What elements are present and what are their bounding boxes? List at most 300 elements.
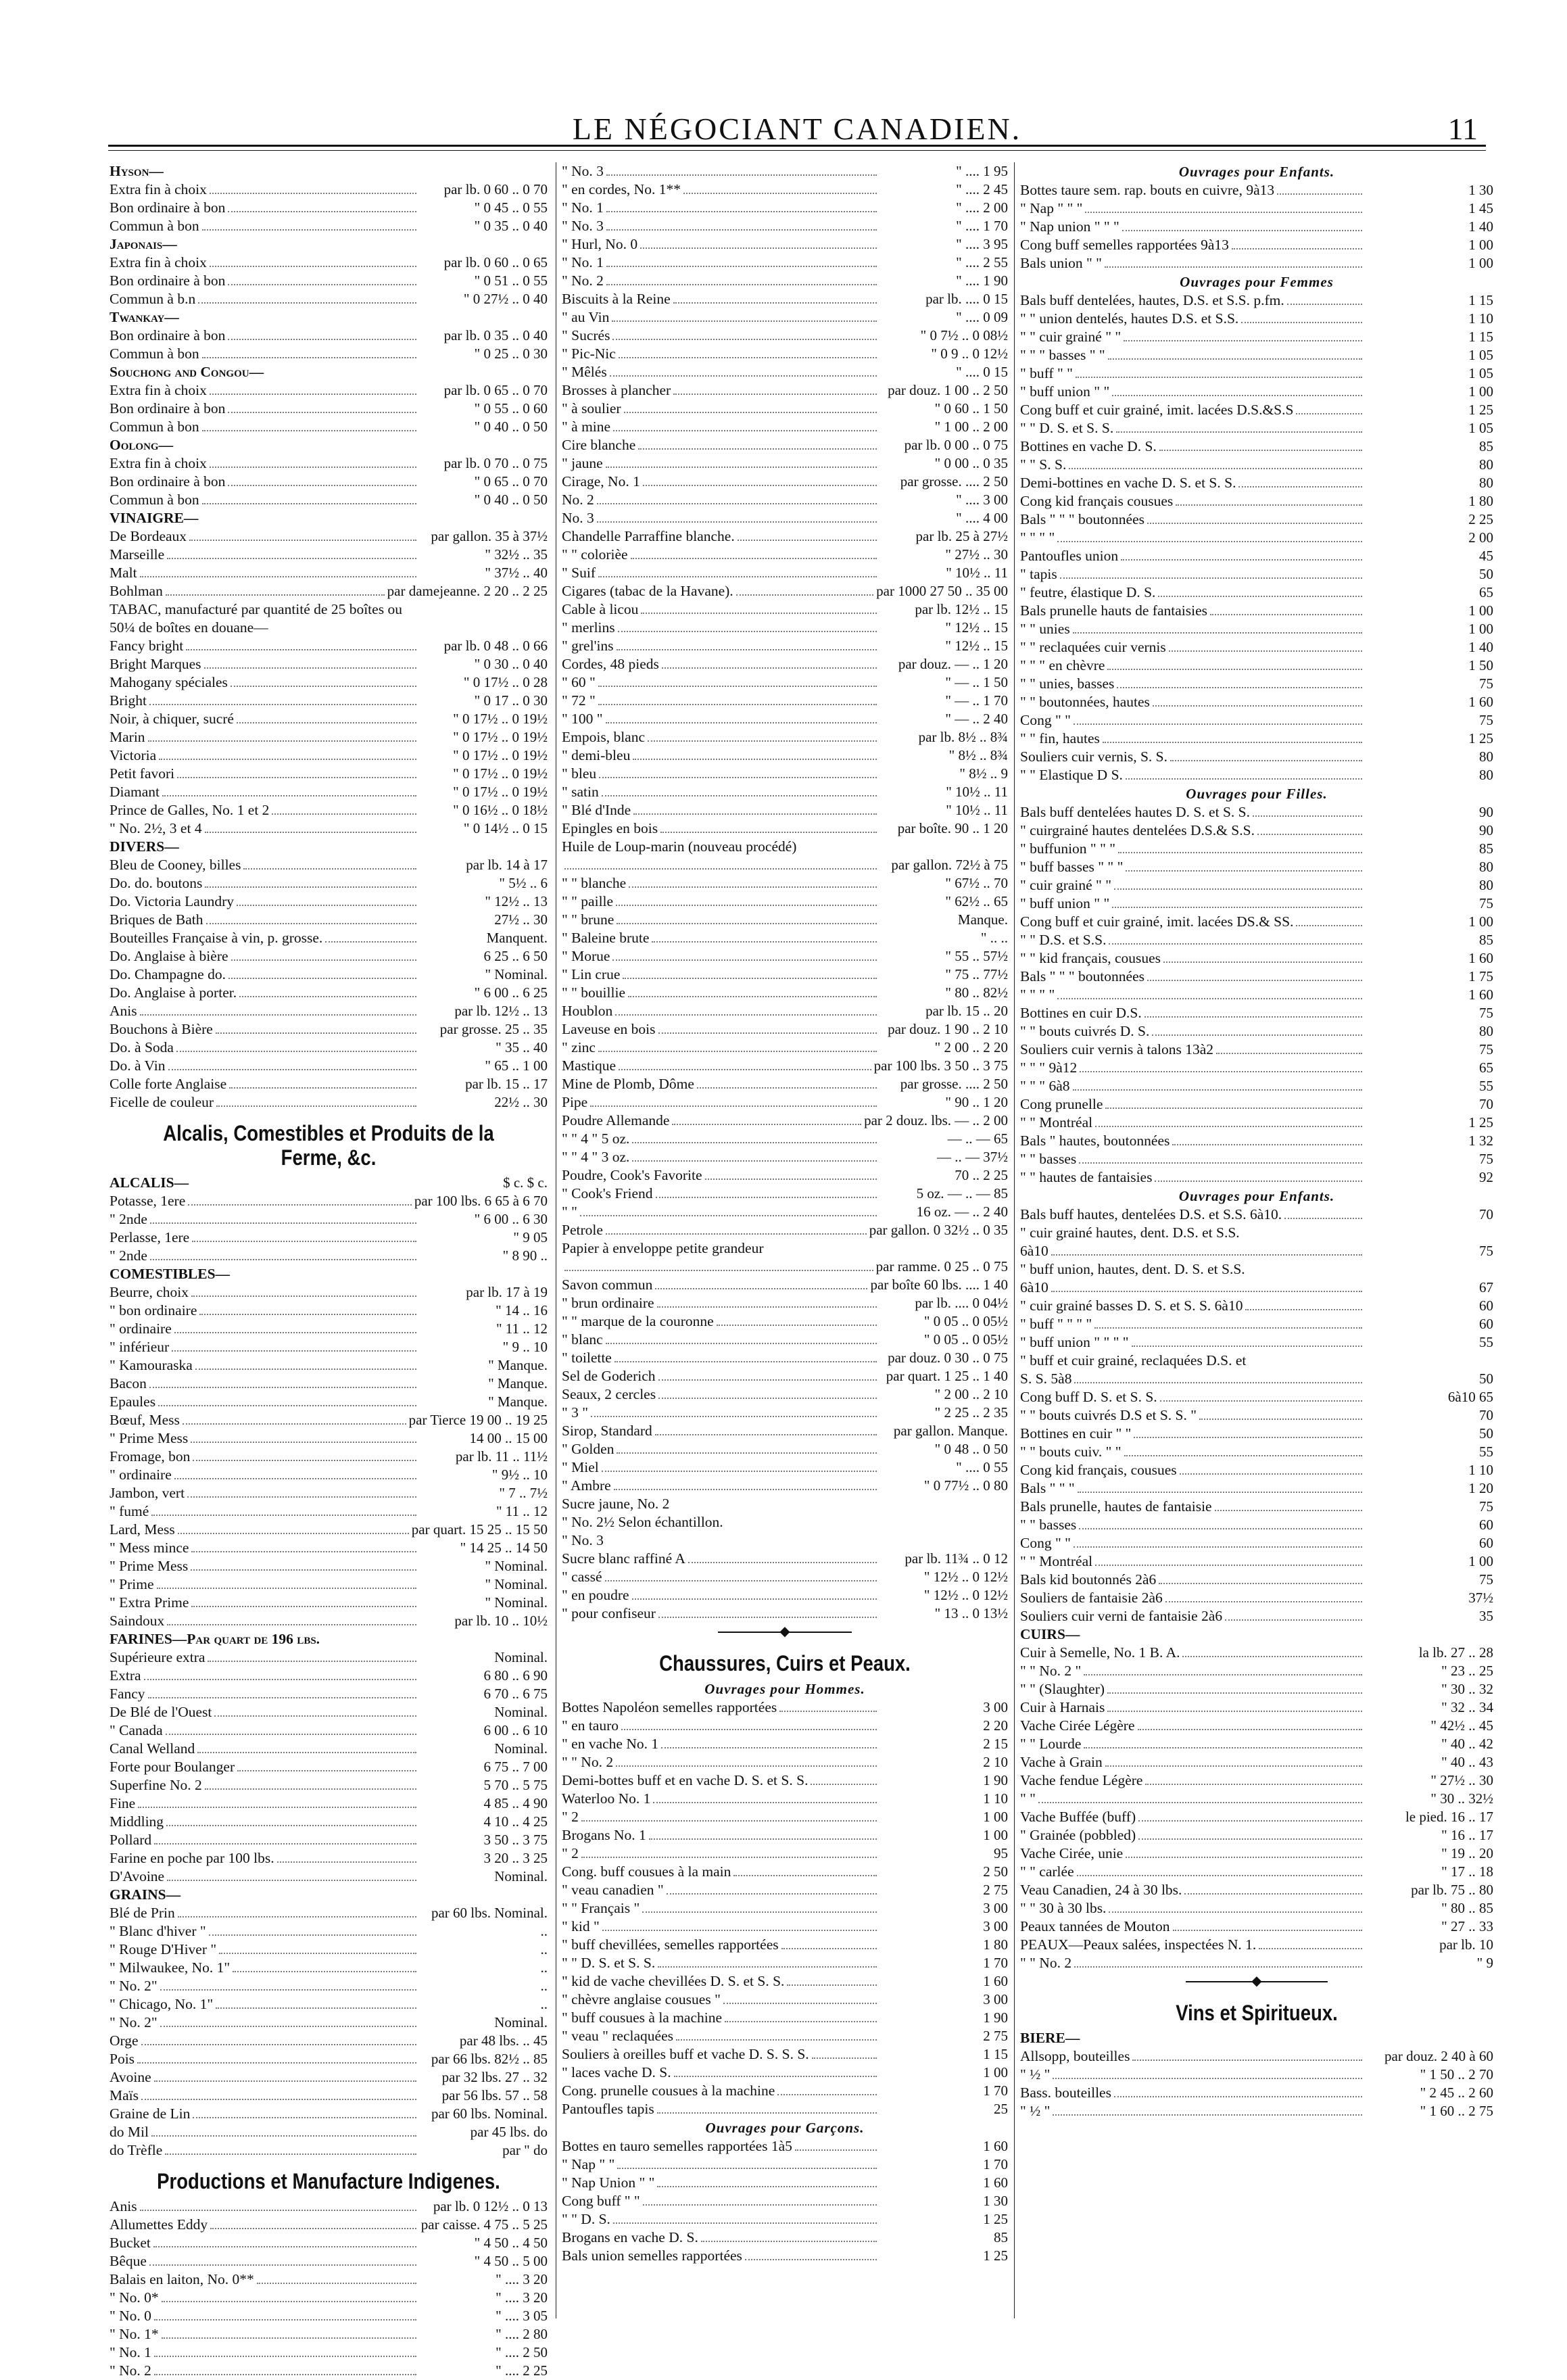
leader-dots [1107, 1680, 1362, 1694]
item-price: " Nominal. [485, 966, 548, 982]
leader-dots [191, 1429, 416, 1443]
item-price: " 0 77½ .. 0 80 [923, 1477, 1008, 1494]
price-row [110, 1039, 548, 1057]
item-label: " No. 2½, 3 et 4 [110, 820, 202, 836]
price-row [562, 235, 1008, 254]
item-price: 27½ .. 30 [494, 911, 548, 928]
item-label: Empois, blanc [562, 729, 646, 745]
item-price: " .... 2 80 [496, 2326, 548, 2342]
leader-dots [617, 637, 877, 650]
item-label: Superfine No. 2 [110, 1777, 202, 1793]
item-price: la lb. 27 .. 28 [1418, 1644, 1493, 1661]
price-row [562, 1331, 1008, 1349]
price-row [562, 363, 1008, 381]
leader-dots [322, 1632, 416, 1644]
item-price: par 100 lbs. 6 65 à 6 70 [414, 1193, 548, 1209]
leader-dots [597, 491, 877, 504]
price-row [110, 2325, 548, 2343]
item-price: " 10½ .. 11 [946, 565, 1008, 581]
item-price: " 0 35 .. 0 40 [474, 218, 548, 234]
leader-dots [191, 1539, 416, 1552]
price-row [1020, 1077, 1493, 1095]
item-label: " " Lourde [1020, 1736, 1082, 1752]
item-label: Fancy bright [110, 638, 184, 654]
item-price: 1 25 [1468, 730, 1493, 746]
item-price: 2 25 [1468, 511, 1493, 527]
item-price: " 0 27½ .. 0 40 [463, 291, 548, 307]
item-label: " 2nde [110, 1211, 147, 1227]
item-label: Maïs [110, 2087, 139, 2103]
item-label: Commun à bon [110, 218, 199, 234]
price-row [1020, 1370, 1493, 1388]
item-label: Cuir à Semelle, No. 1 B. A. [1020, 1644, 1180, 1661]
item-label: Houblon [562, 1003, 613, 1019]
item-label: Poudre Allemande [562, 1112, 670, 1128]
item-price: 80 [1479, 877, 1493, 893]
price-row [110, 655, 548, 673]
page-title: LE NÉGOCIANT CANADIEN. [572, 112, 1022, 146]
item-price: par quart. 15 25 .. 15 50 [411, 1521, 548, 1538]
leader-dots [1253, 803, 1362, 817]
item-label: " Grainée (pobbled) [1020, 1827, 1136, 1843]
item-price: 6à10 65 [1447, 1389, 1493, 1405]
price-row [562, 2192, 1008, 2210]
item-label: " No. 2 [562, 272, 604, 289]
leader-dots [1074, 1534, 1362, 1548]
item-price: par 45 lbs. do [470, 2124, 548, 2140]
category-row [110, 1886, 548, 1904]
price-row [562, 162, 1008, 181]
leader-dots [216, 1020, 416, 1034]
item-label: " tapis [1020, 566, 1057, 582]
leader-dots [658, 1020, 877, 1034]
item-label: " " [1020, 1790, 1036, 1807]
leader-dots [641, 600, 877, 614]
leader-dots [191, 1594, 416, 1607]
item-price: 1 70 [983, 2082, 1008, 2099]
item-price: 1 60 [983, 2138, 1008, 2154]
subsection-heading: Ouvrages pour Femmes [1180, 274, 1334, 290]
section-heading: Alcalis, Comestibles et Produits de la Ferme, &c. [163, 1121, 494, 1170]
price-row [110, 1539, 548, 1557]
price-row [1020, 1826, 1493, 1844]
item-label: " No. 2½ Selon échantillon. [562, 1514, 723, 1530]
item-label: Saindoux [110, 1613, 165, 1629]
leader-dots [733, 1863, 877, 1876]
item-price: 3 50 .. 3 75 [483, 1832, 548, 1848]
item-label: Cong buff et cuir grainé, imit. lacées D.S.&S.S [1020, 402, 1294, 418]
leader-dots [153, 2234, 416, 2247]
item-label: Petit favori [110, 765, 175, 782]
leader-dots [140, 2197, 416, 2211]
item-label: Souliers de fantaisie 2à6 [1020, 1590, 1163, 1606]
item-price: 1 00 [983, 1809, 1008, 1825]
price-row [110, 819, 548, 838]
price-row [562, 1954, 1008, 1972]
category-row [110, 235, 548, 254]
price-row [110, 2234, 548, 2252]
leader-dots [272, 801, 416, 815]
leader-dots [228, 473, 416, 486]
item-price: " 9 05 [513, 1229, 548, 1245]
price-row [1020, 1132, 1493, 1150]
item-label: " buff basses " " " [1020, 859, 1124, 875]
leader-dots [602, 1458, 877, 1472]
item-label: Lard, Mess [110, 1521, 175, 1538]
item-label: Cong buff semelles rapportées 9à13 [1020, 237, 1229, 253]
category-row [110, 838, 548, 856]
price-row [562, 2045, 1008, 2064]
item-price: " 12½ .. 0 12½ [923, 1569, 1008, 1585]
item-label: Sel de Goderich [562, 1368, 656, 1384]
price-row [1020, 291, 1493, 310]
item-label: D'Avoine [110, 1868, 165, 1884]
category-row [110, 436, 548, 454]
price-row [562, 1185, 1008, 1203]
item-price: 75 [1479, 895, 1493, 911]
price-row [110, 1758, 548, 1776]
item-price: " 40 .. 42 [1441, 1736, 1493, 1752]
price-row [110, 1466, 548, 1484]
price-row [1020, 1498, 1493, 1516]
leader-dots [1126, 858, 1362, 872]
price-row [110, 673, 548, 692]
price-row [562, 527, 1008, 546]
item-price: " 12½ .. 13 [485, 893, 548, 909]
price-row [562, 2082, 1008, 2100]
item-price: 5 oz. — .. — 85 [916, 1185, 1008, 1201]
price-row [1020, 401, 1493, 419]
price-row [562, 327, 1008, 345]
leader-dots [1085, 199, 1362, 213]
leader-dots [219, 1941, 416, 1954]
item-label: Victoria [110, 747, 157, 763]
leader-dots [1107, 1698, 1362, 1712]
item-price: 25 [994, 2101, 1008, 2117]
item-price: par douz. 1 00 .. 2 50 [888, 382, 1008, 398]
price-row [110, 1502, 548, 1521]
item-label: Extra fin à choix [110, 181, 207, 197]
price-row [1020, 1698, 1493, 1717]
leader-dots [228, 400, 416, 413]
leader-dots [1053, 2102, 1362, 2116]
price-row [110, 710, 548, 728]
item-price: 1 15 [1468, 329, 1493, 345]
price-row [562, 217, 1008, 235]
item-label: " 72 " [562, 692, 596, 709]
price-row [110, 181, 548, 199]
price-row [110, 1247, 548, 1265]
item-label: Chandelle Parraffine blanche. [562, 528, 735, 544]
leader-dots [1038, 1790, 1362, 1803]
item-price: 65 [1479, 1060, 1493, 1076]
price-row [110, 1338, 548, 1356]
leader-dots [166, 164, 416, 176]
item-label: Bon ordinaire à bon [110, 199, 226, 216]
price-row [562, 783, 1008, 801]
price-row [1020, 1406, 1493, 1425]
leader-dots [237, 1758, 416, 1771]
leader-dots [138, 1794, 416, 1808]
item-price: " 0 17½ .. 0 19½ [453, 765, 548, 782]
item-label: " No. 0 [110, 2308, 151, 2324]
price-row [562, 491, 1008, 509]
leader-dots [1114, 2084, 1362, 2097]
price-row [1020, 474, 1493, 492]
price-row [1020, 2102, 1493, 2120]
item-price: " 55 .. 57½ [945, 948, 1008, 964]
item-label: Pois [110, 2051, 135, 2067]
price-row [110, 381, 548, 400]
price-row [562, 1422, 1008, 1440]
item-label: " " " 9à12 [1020, 1060, 1078, 1076]
price-row [1020, 328, 1493, 346]
price-row [1020, 1936, 1493, 1954]
leader-dots [180, 237, 416, 249]
price-row [110, 1867, 548, 1886]
item-price: par 48 lbs. .. 45 [459, 2032, 548, 2049]
leader-dots [209, 1922, 416, 1936]
section-heading: Chaussures, Cuirs et Peaux. [659, 1651, 911, 1675]
item-price: par 100 lbs. 3 50 .. 3 75 [873, 1057, 1008, 1074]
item-label: Cong. buff cousues à la main [562, 1863, 731, 1880]
price-row [110, 418, 548, 436]
item-label: " buffunion " " " [1020, 840, 1116, 857]
leader-dots [193, 1448, 416, 1461]
item-label: Farine en poche par 100 lbs. [110, 1850, 274, 1866]
item-price: par douz. 1 90 .. 2 10 [888, 1021, 1008, 1037]
item-price: " .... 3 20 [496, 2289, 548, 2306]
item-label: S. S. 5à8 [1020, 1371, 1072, 1387]
leader-dots [638, 436, 877, 450]
item-price: " 65 .. 1 00 [485, 1057, 548, 1074]
leader-dots [580, 1203, 877, 1216]
leader-dots [1138, 1808, 1362, 1822]
item-label: Pollard [110, 1832, 152, 1848]
item-price: par lb. 0 60 .. 0 65 [443, 254, 548, 270]
item-label: " Mêlés [562, 364, 607, 380]
item-price: 70 .. 2 25 [955, 1167, 1008, 1183]
price-row [562, 400, 1008, 418]
leader-dots [657, 2174, 877, 2187]
item-price: " 40 .. 43 [1441, 1754, 1493, 1770]
item-price: 1 60 [983, 2174, 1008, 2191]
item-label: " cuirgrainé hautes dentelées D.S.& S.S. [1020, 822, 1255, 838]
item-label: Blé de Prin [110, 1905, 175, 1921]
price-row [562, 1550, 1008, 1568]
item-label: Oolong— [110, 437, 174, 453]
item-price: 1 60 [983, 1973, 1008, 1989]
item-price: 5 70 .. 5 75 [483, 1777, 548, 1793]
price-row [1020, 547, 1493, 565]
leader-dots [1079, 1516, 1362, 1529]
item-label: " " hautes de fantaisies [1020, 1169, 1153, 1185]
item-price: 3 20 .. 3 25 [483, 1850, 548, 1866]
item-label: Sucre blanc raffiné A [562, 1550, 685, 1567]
price-row [562, 929, 1008, 947]
price-row [110, 929, 548, 947]
item-price: " 0 14½ .. 0 15 [463, 820, 548, 836]
leader-dots [564, 1258, 873, 1271]
item-price: 6 75 .. 7 00 [483, 1759, 548, 1775]
item-label: " Prime Mess [110, 1558, 189, 1574]
price-row [1020, 1443, 1493, 1461]
item-price: " .... 3 95 [956, 236, 1008, 252]
leader-dots [154, 2362, 416, 2375]
price-row [110, 1703, 548, 1721]
price-row [110, 1356, 548, 1375]
price-row [1020, 931, 1493, 949]
item-price: " 0 30 .. 0 40 [474, 656, 548, 672]
price-row [1020, 1461, 1493, 1479]
leader-dots [1094, 1315, 1362, 1329]
page-header [108, 81, 1486, 149]
item-label: " Blé d'Inde [562, 802, 631, 818]
leader-dots [1287, 291, 1362, 305]
item-price: par 60 lbs. Nominal. [431, 1905, 548, 1921]
leader-dots [192, 1229, 416, 1242]
price-row [110, 2050, 548, 2068]
leader-dots [1082, 1627, 1362, 1639]
item-price: par 60 lbs. Nominal. [431, 2105, 548, 2122]
item-label: Fromage, bon [110, 1448, 191, 1465]
item-price: " Nominal. [485, 1558, 548, 1574]
leader-dots [202, 491, 416, 504]
leader-dots [154, 1831, 416, 1844]
item-label: " " Montréal [1020, 1553, 1093, 1569]
leader-dots [1105, 1095, 1362, 1109]
price-row [110, 1521, 548, 1539]
leader-dots [176, 437, 416, 450]
item-label: Cong buff D. S. et S. S. [1020, 1389, 1157, 1405]
leader-dots [672, 1112, 861, 1125]
leader-dots [1296, 401, 1362, 414]
item-price: " 0 40 .. 0 50 [474, 492, 548, 508]
leader-dots [202, 418, 416, 431]
item-label: Japonais— [110, 236, 177, 252]
price-row [110, 1057, 548, 1075]
leader-dots [643, 473, 877, 486]
price-row [562, 2210, 1008, 2229]
price-row [110, 1429, 548, 1448]
item-price: par 2 douz. lbs. — .. 2 00 [864, 1112, 1008, 1128]
item-price: " 0 40 .. 0 50 [474, 419, 548, 435]
price-row [1020, 1279, 1493, 1297]
price-row [110, 911, 548, 929]
item-price: par lb. 10 .. 10½ [454, 1613, 548, 1629]
item-label: " " unies [1020, 621, 1070, 637]
item-label: " kid " [562, 1918, 600, 1934]
leader-dots [228, 272, 416, 285]
price-row [1020, 1041, 1493, 1059]
leader-dots [1124, 328, 1362, 341]
item-price: " 0 65 .. 0 70 [474, 473, 548, 490]
leader-dots [779, 1698, 877, 1712]
item-label: " fumé [110, 1503, 149, 1519]
item-label: " buff chevillées, semelles rapportées [562, 1936, 779, 1953]
item-label: " " blanche [562, 875, 627, 891]
price-row [1020, 1095, 1493, 1114]
leader-dots [1165, 1589, 1362, 1602]
item-price: par lb. 0 48 .. 0 66 [443, 638, 548, 654]
item-price: 1 75 [1468, 968, 1493, 984]
item-label: Brosses à plancher [562, 382, 671, 398]
price-row [562, 1513, 1008, 1531]
price-row [562, 254, 1008, 272]
item-label: " veau " reclaquées [562, 2028, 673, 2044]
item-label: " Suif [562, 565, 596, 581]
item-label: Brogans No. 1 [562, 1827, 646, 1843]
item-label: Briques de Bath [110, 911, 203, 928]
leader-dots [640, 235, 877, 249]
leader-dots [606, 710, 877, 723]
price-row [110, 2252, 548, 2270]
item-label: Cire blanche [562, 437, 636, 453]
item-label: Balais en laiton, No. 0** [110, 2271, 254, 2287]
item-price: par lb. 10 [1439, 1936, 1493, 1953]
item-price: 6 00 .. 6 10 [483, 1722, 548, 1738]
item-label: Cong buff et cuir grainé, imit. lacées DS.& SS. [1020, 913, 1294, 930]
price-row [110, 1612, 548, 1630]
item-label: " Nap " " " [1020, 200, 1083, 216]
leader-dots [725, 2009, 877, 2022]
leader-dots [766, 1241, 877, 1253]
item-price: " 12½ .. 15 [945, 638, 1008, 654]
leader-dots [614, 1349, 877, 1362]
item-label: " buff union, hautes, dent. D. S. et S.S. [1020, 1261, 1245, 1277]
item-label: Bottines en cuir D.S. [1020, 1005, 1142, 1021]
item-price: par lb. 11¾ .. 0 12 [905, 1550, 1008, 1567]
item-label: " 3 " [562, 1404, 589, 1421]
item-price: 50 [1479, 1371, 1493, 1387]
item-price: 60 [1479, 1316, 1493, 1332]
item-label: " " brune [562, 911, 614, 928]
price-row [110, 2216, 548, 2234]
item-label: Bals buff dentelées, hautes, D.S. et S.S. p.fm. [1020, 292, 1284, 308]
price-row [562, 801, 1008, 819]
price-row [1020, 1315, 1493, 1333]
item-label: Cigares (tabac de la Havane). [562, 583, 733, 599]
item-label: " " marque de la couronne [562, 1313, 714, 1329]
leader-dots [1103, 730, 1362, 743]
item-price: par quart. 1 25 .. 1 40 [886, 1368, 1008, 1384]
price-row [562, 2247, 1008, 2265]
item-label: Bottes taure sem. rap. bouts en cuivre, 9à13 [1020, 182, 1275, 198]
item-label: " ordinaire [110, 1320, 172, 1337]
leader-dots [564, 856, 877, 870]
item-label: " " S. S. [1020, 456, 1067, 473]
item-price: " 8½ .. 9 [959, 765, 1008, 782]
item-price: par 66 lbs. 82½ .. 85 [431, 2051, 548, 2067]
item-price: 80 [1479, 1023, 1493, 1039]
leader-dots [1108, 346, 1362, 360]
item-label: " chèvre anglaise cousues " [562, 1991, 721, 2007]
item-price: .. [540, 1978, 548, 1994]
leader-dots [598, 1039, 877, 1052]
item-label: " cuir grainé hautes, dent. D.S. et S.S. [1020, 1224, 1240, 1241]
leader-dots [1124, 1443, 1362, 1456]
item-price: 1 25 [983, 2247, 1008, 2264]
item-label: Bals buff hautes, dentelées D.S. et S.S. 6à10. [1020, 1206, 1282, 1222]
item-label: " No. 1 [110, 2344, 151, 2360]
price-row [562, 1863, 1008, 1881]
item-price: " .... 0 09 [956, 309, 1008, 325]
item-price: " .... 3 05 [496, 2308, 548, 2324]
item-price: " 0 45 .. 0 55 [474, 199, 548, 216]
leader-dots [653, 1790, 877, 1803]
item-label: Malt [110, 565, 137, 581]
leader-dots [621, 1717, 877, 1730]
